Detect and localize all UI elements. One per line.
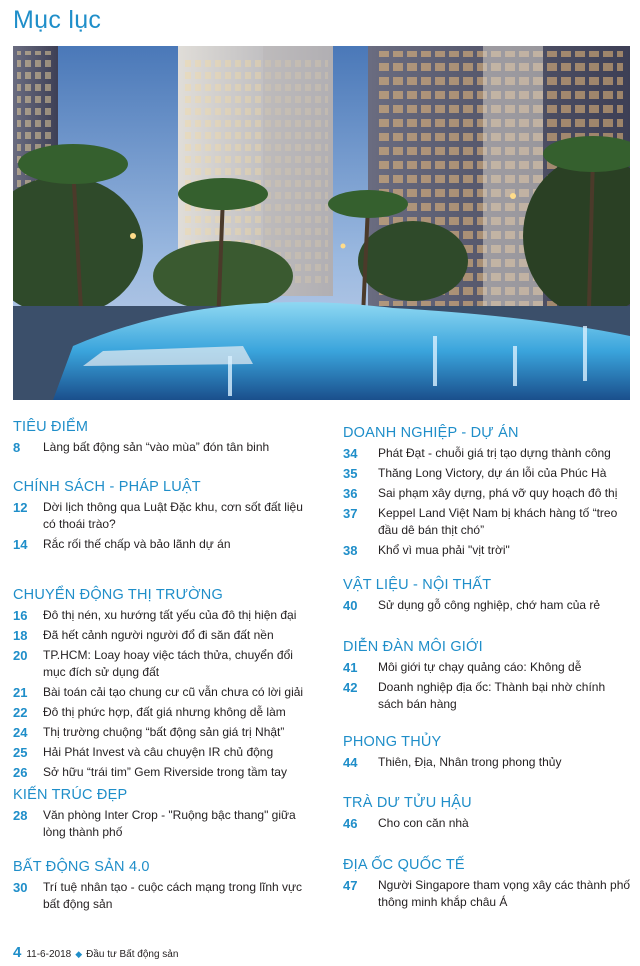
article-title: Sở hữu “trái tim” Gem Riverside trong tầm tay (43, 765, 287, 779)
toc-section (13, 586, 313, 781)
section-title: TIÊU ĐIỂM (13, 419, 89, 435)
article-title: Văn phòng Inter Crop - "Ruộng bậc thang" giữa lòng thành phố (43, 808, 296, 839)
article-title: Người Singapore tham vọng xây các thành phố thông minh khắp châu Á (378, 878, 631, 909)
page-number: 40 (343, 598, 358, 613)
article-title: Phát Đạt - chuỗi giá trị tạo dựng thành công (378, 446, 611, 460)
article-title: Sử dụng gỗ công nghiệp, chớ ham của rẻ (378, 598, 601, 612)
article-title: Đô thị nén, xu hướng tất yếu của đô thị hiện đại (43, 608, 297, 622)
toc-entry[interactable] (13, 807, 313, 841)
page-number: 44 (343, 755, 358, 770)
page-number: 16 (13, 608, 28, 623)
toc-entry[interactable] (13, 764, 313, 781)
toc-entry[interactable] (343, 815, 633, 832)
article-title: Thăng Long Victory, dự án lỗi của Phúc Hà (378, 466, 607, 480)
page-number: 20 (13, 648, 28, 663)
section-title: TRÀ DƯ TỬU HẬU (343, 795, 472, 811)
section-title: DOANH NGHIỆP - DỰ ÁN (343, 425, 519, 441)
page-title: Mục lục (13, 6, 102, 34)
toc-entry[interactable] (13, 536, 313, 553)
cover-photo (13, 46, 630, 400)
page-number: 36 (343, 486, 358, 501)
page-number: 47 (343, 878, 358, 893)
toc-section (343, 856, 633, 911)
toc-entry[interactable] (343, 485, 633, 502)
toc-section (343, 576, 633, 614)
article-title: Bài toán cải tạo chung cư cũ vẫn chưa có lời giải (43, 685, 304, 699)
article-title: Làng bất động sản “vào mùa” đón tân binh (43, 440, 270, 454)
toc-entry[interactable] (13, 724, 313, 741)
footer-date: 11-6-2018 (26, 949, 72, 960)
page-number: 25 (13, 745, 28, 760)
section-title: CHÍNH SÁCH - PHÁP LUẬT (13, 479, 201, 495)
page-number: 22 (13, 705, 28, 720)
article-title: Dời lịch thông qua Luật Đặc khu, cơn sốt đất liệu có thoái trào? (43, 500, 303, 531)
article-title: Thị trường chuộng “bất động sản giá trị Nhật” (43, 725, 285, 739)
section-title: DIỄN ĐÀN MÔI GIỚI (343, 639, 483, 655)
section-title: CHUYỂN ĐỘNG THỊ TRƯỜNG (13, 587, 223, 603)
toc-section (343, 424, 633, 559)
section-title: PHONG THỦY (343, 734, 442, 750)
article-title: Rắc rối thế chấp và bảo lãnh dự án (43, 537, 231, 551)
page-number: 41 (343, 660, 358, 675)
page-number: 26 (13, 765, 28, 780)
footer-publication: Đầu tư Bất động sản (86, 949, 179, 960)
toc-entry[interactable] (343, 505, 633, 539)
page-number: 35 (343, 466, 358, 481)
article-title: Sai phạm xây dựng, phá vỡ quy hoạch đô thị (378, 486, 618, 500)
toc-section (13, 786, 313, 841)
toc-entry[interactable] (343, 877, 633, 911)
section-title: BẤT ĐỘNG SẢN 4.0 (13, 859, 150, 875)
article-title: Khổ vì mua phải "vịt trời" (378, 543, 510, 557)
diamond-icon: ◆ (75, 949, 83, 959)
page-footer (13, 944, 178, 961)
toc-entry[interactable] (13, 607, 313, 624)
toc-section (343, 638, 633, 713)
toc-section (13, 478, 313, 553)
toc-section (13, 418, 313, 456)
page-number: 30 (13, 880, 28, 895)
page-number: 37 (343, 506, 358, 521)
toc-entry[interactable] (13, 627, 313, 644)
page-number: 42 (343, 680, 358, 695)
toc-section (343, 794, 633, 832)
page-number: 28 (13, 808, 28, 823)
article-title: TP.HCM: Loay hoay việc tách thửa, chuyển đổi mục đích sử dụng đất (43, 648, 293, 679)
toc-entry[interactable] (13, 499, 313, 533)
toc-entry[interactable] (343, 659, 633, 676)
article-title: Đô thị phức hợp, đất giá nhưng không dễ làm (43, 705, 286, 719)
article-title: Đã hết cảnh người người đổ đi săn đất nền (43, 628, 274, 642)
page-number: 12 (13, 500, 28, 515)
toc-entry[interactable] (343, 542, 633, 559)
toc-entry[interactable] (13, 647, 313, 681)
toc-entry[interactable] (13, 879, 313, 913)
toc-entry[interactable] (13, 684, 313, 701)
page-number: 34 (343, 446, 358, 461)
page-number: 8 (13, 440, 21, 455)
article-title: Môi giới tự chạy quảng cáo: Không dễ (378, 660, 582, 674)
toc-entry[interactable] (343, 679, 633, 713)
toc-section (13, 858, 313, 913)
page-number: 38 (343, 543, 358, 558)
toc-entry[interactable] (13, 704, 313, 721)
toc-section (343, 733, 633, 771)
toc-entry[interactable] (13, 439, 313, 456)
section-title: ĐỊA ỐC QUỐC TẾ (343, 857, 465, 873)
toc-entry[interactable] (343, 754, 633, 771)
toc-entry[interactable] (343, 465, 633, 482)
page-number: 18 (13, 628, 28, 643)
article-title: Keppel Land Việt Nam bị khách hàng tố “treo đầu dê bán thịt chó” (378, 506, 618, 537)
article-title: Hải Phát Invest và câu chuyện IR chủ động (43, 745, 274, 759)
section-title: KIẾN TRÚC ĐẸP (13, 787, 128, 803)
article-title: Doanh nghiệp địa ốc: Thành bại nhờ chính sách bán hàng (378, 680, 606, 711)
page-number: 21 (13, 685, 28, 700)
page-number: 14 (13, 537, 28, 552)
toc-entry[interactable] (343, 597, 633, 614)
page-number: 46 (343, 816, 358, 831)
toc-entry[interactable] (343, 445, 633, 462)
toc-entry[interactable] (13, 744, 313, 761)
article-title: Trí tuệ nhân tạo - cuộc cách mạng trong lĩnh vực bất động sản (43, 880, 303, 911)
page-number: 24 (13, 725, 28, 740)
article-title: Cho con căn nhà (378, 816, 469, 830)
article-title: Thiên, Địa, Nhân trong phong thủy (378, 755, 562, 769)
footer-page-number: 4 (13, 944, 22, 961)
section-title: VẬT LIỆU - NỘI THẤT (343, 577, 492, 593)
